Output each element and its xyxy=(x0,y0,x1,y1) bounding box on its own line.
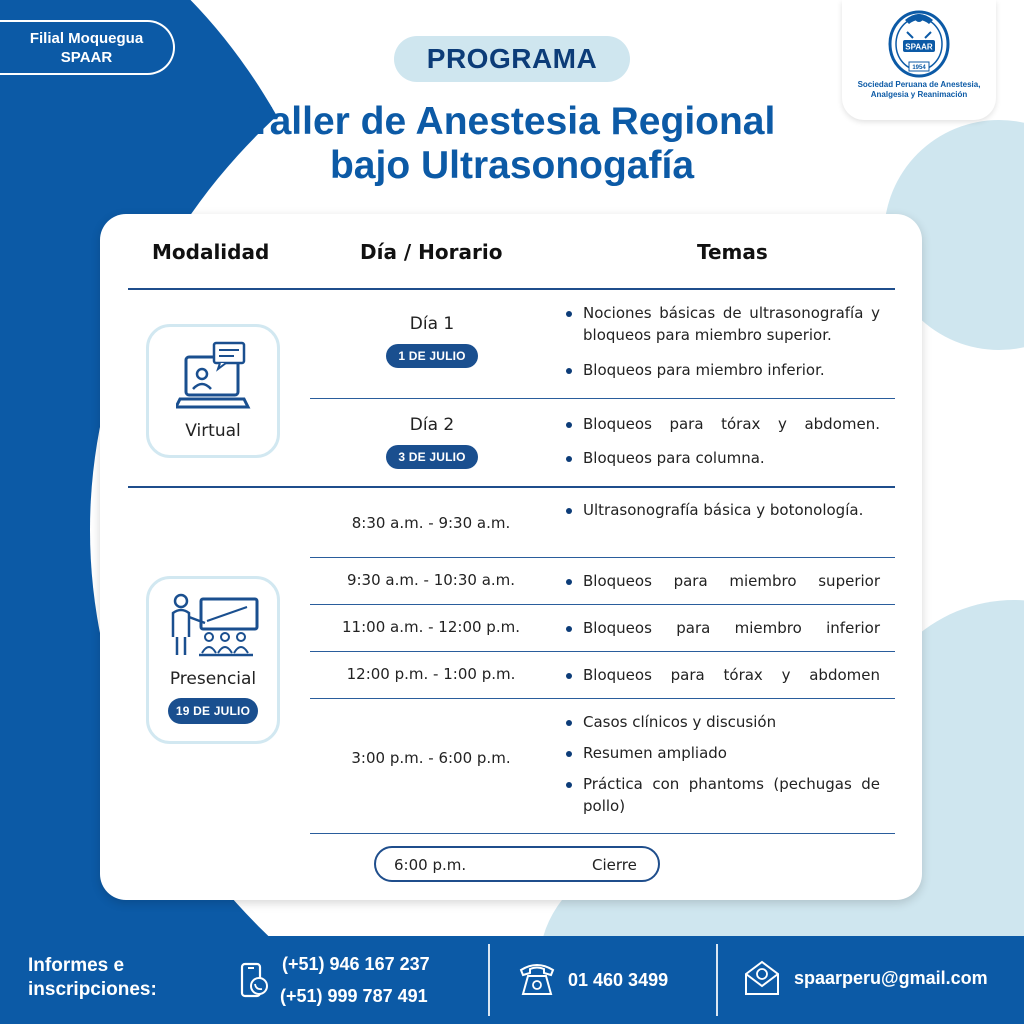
column-header-temas: Temas xyxy=(697,240,768,264)
logo-acronym: SPAAR xyxy=(905,42,933,52)
page-title xyxy=(150,100,874,188)
phone-number-2[interactable]: (+51) 999 787 491 xyxy=(280,986,428,1006)
modality-presencial xyxy=(146,576,280,744)
time-slot: 8:30 a.m. - 9:30 a.m. xyxy=(351,514,511,532)
footer-title-line1: Informes e xyxy=(28,955,125,976)
cierre-label: Cierre xyxy=(592,856,637,874)
column-header-modalidad: Modalidad xyxy=(152,240,270,264)
row-divider xyxy=(310,557,895,558)
email-address[interactable]: spaarperu@gmail.com xyxy=(794,968,988,988)
row-divider xyxy=(310,698,895,699)
time-slot: 3:00 p.m. - 6:00 p.m. xyxy=(351,749,511,767)
landline-phone-icon xyxy=(518,960,556,996)
topic-item: Bloqueos para columna. xyxy=(566,447,880,469)
footer-title xyxy=(28,954,157,1002)
phone-number-1[interactable]: (+51) 946 167 237 xyxy=(282,954,430,974)
topic-item: Bloqueos para tórax y abdomen. xyxy=(566,413,880,435)
email-icon xyxy=(744,958,780,996)
row-divider xyxy=(310,833,895,834)
row-divider xyxy=(310,398,895,399)
topic-item: Bloqueos para miembro inferior xyxy=(566,617,880,639)
modality-virtual xyxy=(146,324,280,458)
modality-virtual-label: Virtual xyxy=(185,421,241,441)
section-divider xyxy=(128,486,895,488)
footer-separator xyxy=(488,944,490,1016)
topic-item: Resumen ampliado xyxy=(566,742,880,764)
presencial-date-badge: 19 DE JULIO xyxy=(168,698,258,724)
filial-acronym: SPAAR xyxy=(60,49,113,66)
topic-item: Práctica con phantoms (pechugas de pollo) xyxy=(566,773,880,817)
time-slot: 11:00 a.m. - 12:00 p.m. xyxy=(342,618,520,636)
modality-presencial-label: Presencial xyxy=(169,669,257,689)
title-line-1: Taller de Anestesia Regional xyxy=(248,100,776,143)
day2-label: Día 2 xyxy=(409,415,455,435)
spaar-seal-icon xyxy=(887,8,951,78)
filial-name: Filial Moquegua xyxy=(29,30,144,47)
mobile-whatsapp-icon xyxy=(240,962,270,1000)
day2-date-badge: 3 DE JULIO xyxy=(386,445,478,469)
logo-name-line2: Analgesia y Reanimación xyxy=(870,90,968,99)
topic-item: Bloqueos para miembro superior xyxy=(566,570,880,592)
teacher-classroom-icon xyxy=(169,593,261,659)
logo-name xyxy=(842,80,996,100)
footer-contact-bar xyxy=(0,936,1024,1024)
laptop-chat-icon xyxy=(176,341,256,413)
cierre-row xyxy=(374,846,660,882)
row-divider xyxy=(310,651,895,652)
row-divider xyxy=(310,604,895,605)
cierre-time: 6:00 p.m. xyxy=(394,856,467,874)
day1-date-badge: 1 DE JULIO xyxy=(386,344,478,368)
time-slot: 12:00 p.m. - 1:00 p.m. xyxy=(346,665,516,683)
footer-title-line2: inscripciones: xyxy=(28,979,157,1000)
topic-item: Ultrasonografía básica y botonología. xyxy=(566,499,880,521)
landline-number[interactable]: 01 460 3499 xyxy=(568,970,669,990)
header-divider xyxy=(128,288,895,290)
day1-label: Día 1 xyxy=(409,314,455,334)
column-header-dia-horario: Día / Horario xyxy=(360,240,503,264)
filial-badge xyxy=(0,20,175,75)
logo-name-line1: Sociedad Peruana de Anestesia, xyxy=(857,80,981,89)
topic-item: Casos clínicos y discusión xyxy=(566,711,880,733)
topic-item: Nociones básicas de ultrasonografía y bloqueos para miembro superior. xyxy=(566,302,880,346)
logo-year: 1954 xyxy=(912,65,926,71)
time-slot: 9:30 a.m. - 10:30 a.m. xyxy=(346,571,516,589)
topic-item: Bloqueos para miembro inferior. xyxy=(566,359,880,381)
footer-separator xyxy=(716,944,718,1016)
title-line-2: bajo Ultrasonogafía xyxy=(329,144,695,187)
topic-item: Bloqueos para tórax y abdomen xyxy=(566,664,880,686)
programa-pill: PROGRAMA xyxy=(394,36,630,82)
